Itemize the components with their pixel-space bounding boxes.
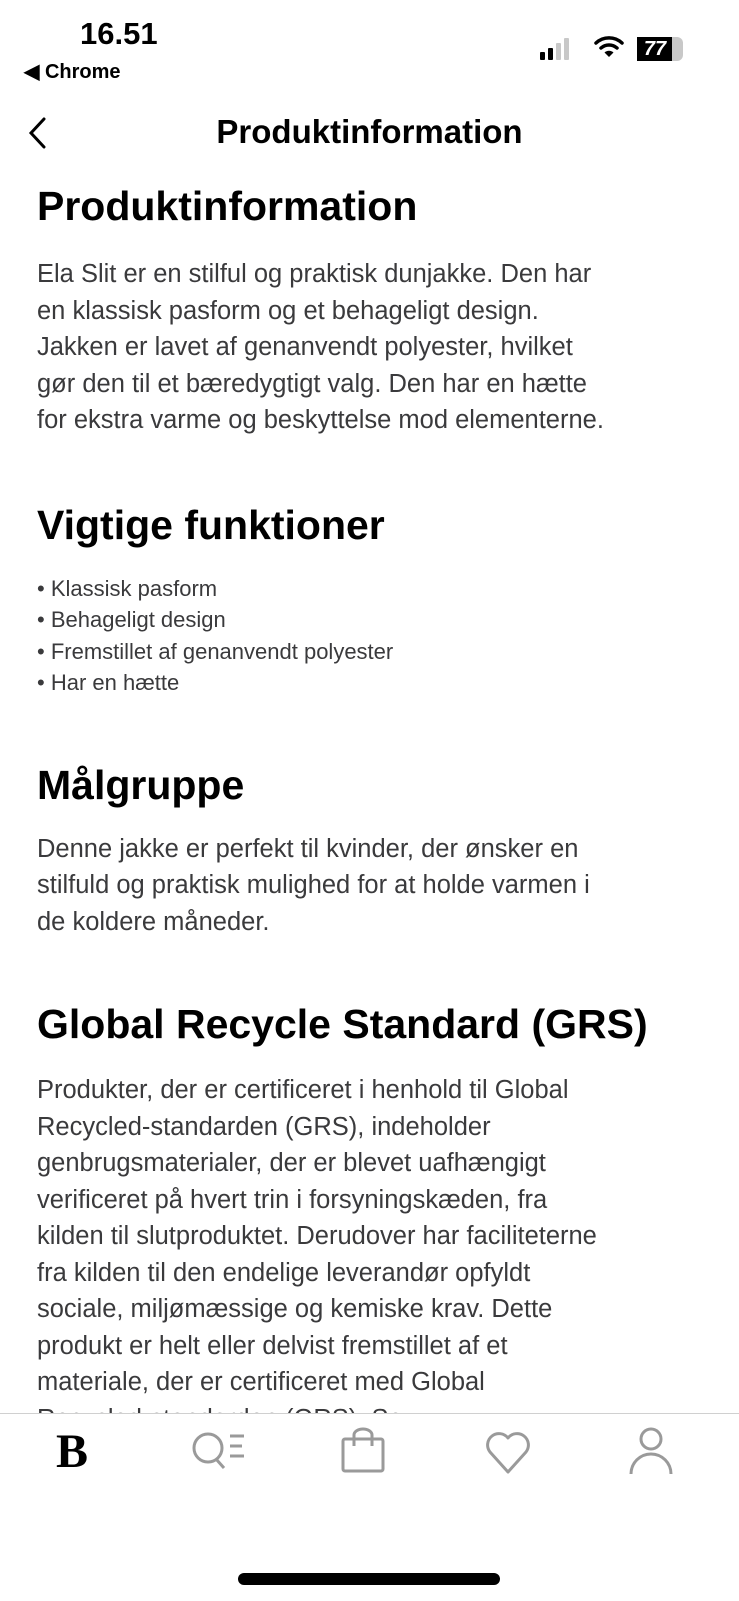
battery-icon xyxy=(637,37,683,61)
list-item: • Behageligt design xyxy=(37,607,226,632)
text-line: for ekstra varme og beskyttelse mod elementerne. xyxy=(37,406,604,434)
text-line: Denne jakke er perfekt til kvinder, der ønsker en xyxy=(37,834,579,863)
text-line: kilden til slutproduktet. Derudover har faciliteterne xyxy=(37,1222,597,1250)
heart-icon[interactable] xyxy=(484,1432,532,1476)
text-line: Jakken er lavet af genanvendt polyester, hvilket xyxy=(37,333,573,361)
list-item: • Klassisk pasform xyxy=(37,575,218,601)
list-item: • Fremstillet af genanvendt polyester xyxy=(37,638,394,664)
text-line: genbrugsmaterialer, der er blevet uafhængigt xyxy=(37,1149,546,1177)
grs-text xyxy=(37,1072,727,1437)
status-time: 16.51 xyxy=(80,16,158,51)
text-line: Recycled-standarden (GRS), indeholder xyxy=(37,1112,491,1141)
profile-icon[interactable] xyxy=(628,1426,674,1476)
section-heading: Produktinformation xyxy=(37,183,418,229)
signal-icon xyxy=(540,38,569,60)
features-list xyxy=(37,573,727,699)
text-line: verificeret på hvert trin i forsyningskæden, fra xyxy=(37,1185,548,1214)
list-item: • Har en hætte xyxy=(37,670,180,695)
battery-level: 77 xyxy=(643,38,667,60)
target-group-text xyxy=(37,831,727,941)
home-indicator[interactable] xyxy=(238,1573,500,1585)
nav-bar xyxy=(0,105,739,161)
text-line: en klassisk pasform og et behageligt design. xyxy=(37,296,539,325)
product-description xyxy=(37,256,727,439)
nav-title: Produktinformation xyxy=(216,113,523,150)
text-line: fra kilden til den endelige leverandør opfyldt xyxy=(37,1258,531,1287)
text-line: materiale, der er certificeret med Global xyxy=(37,1368,485,1396)
text-line: produkt er helt eller delvist fremstillet af et xyxy=(37,1331,508,1360)
section-heading: Vigtige funktioner xyxy=(37,501,385,548)
text-line: stilfuld og praktisk mulighed for at holde varmen i xyxy=(37,871,590,899)
section-heading: Global Recycle Standard (GRS) xyxy=(37,1001,648,1047)
text-line: gør den til et bæredygtigt valg. Den har en hætte xyxy=(37,369,587,398)
section-heading: Målgruppe xyxy=(37,761,245,808)
content-scroll[interactable] xyxy=(37,170,727,1413)
text-line: Produkter, der er certificeret i henhold til Global xyxy=(37,1076,569,1104)
text-line: de koldere måneder. xyxy=(37,907,270,936)
text-line: sociale, miljømæssige og kemiske krav. Dette xyxy=(37,1295,553,1323)
search-list-icon[interactable] xyxy=(188,1428,248,1478)
wifi-icon xyxy=(594,34,624,58)
shopping-bag-icon[interactable] xyxy=(340,1426,386,1474)
tab-home-logo[interactable]: B xyxy=(56,1425,89,1478)
status-bar xyxy=(0,0,739,90)
back-app-label: Chrome xyxy=(44,61,121,83)
text-line: Ela Slit er en stilful og praktisk dunjakke. Den har xyxy=(37,260,592,288)
back-to-app-link[interactable]: ◀ Chrome xyxy=(24,61,121,83)
